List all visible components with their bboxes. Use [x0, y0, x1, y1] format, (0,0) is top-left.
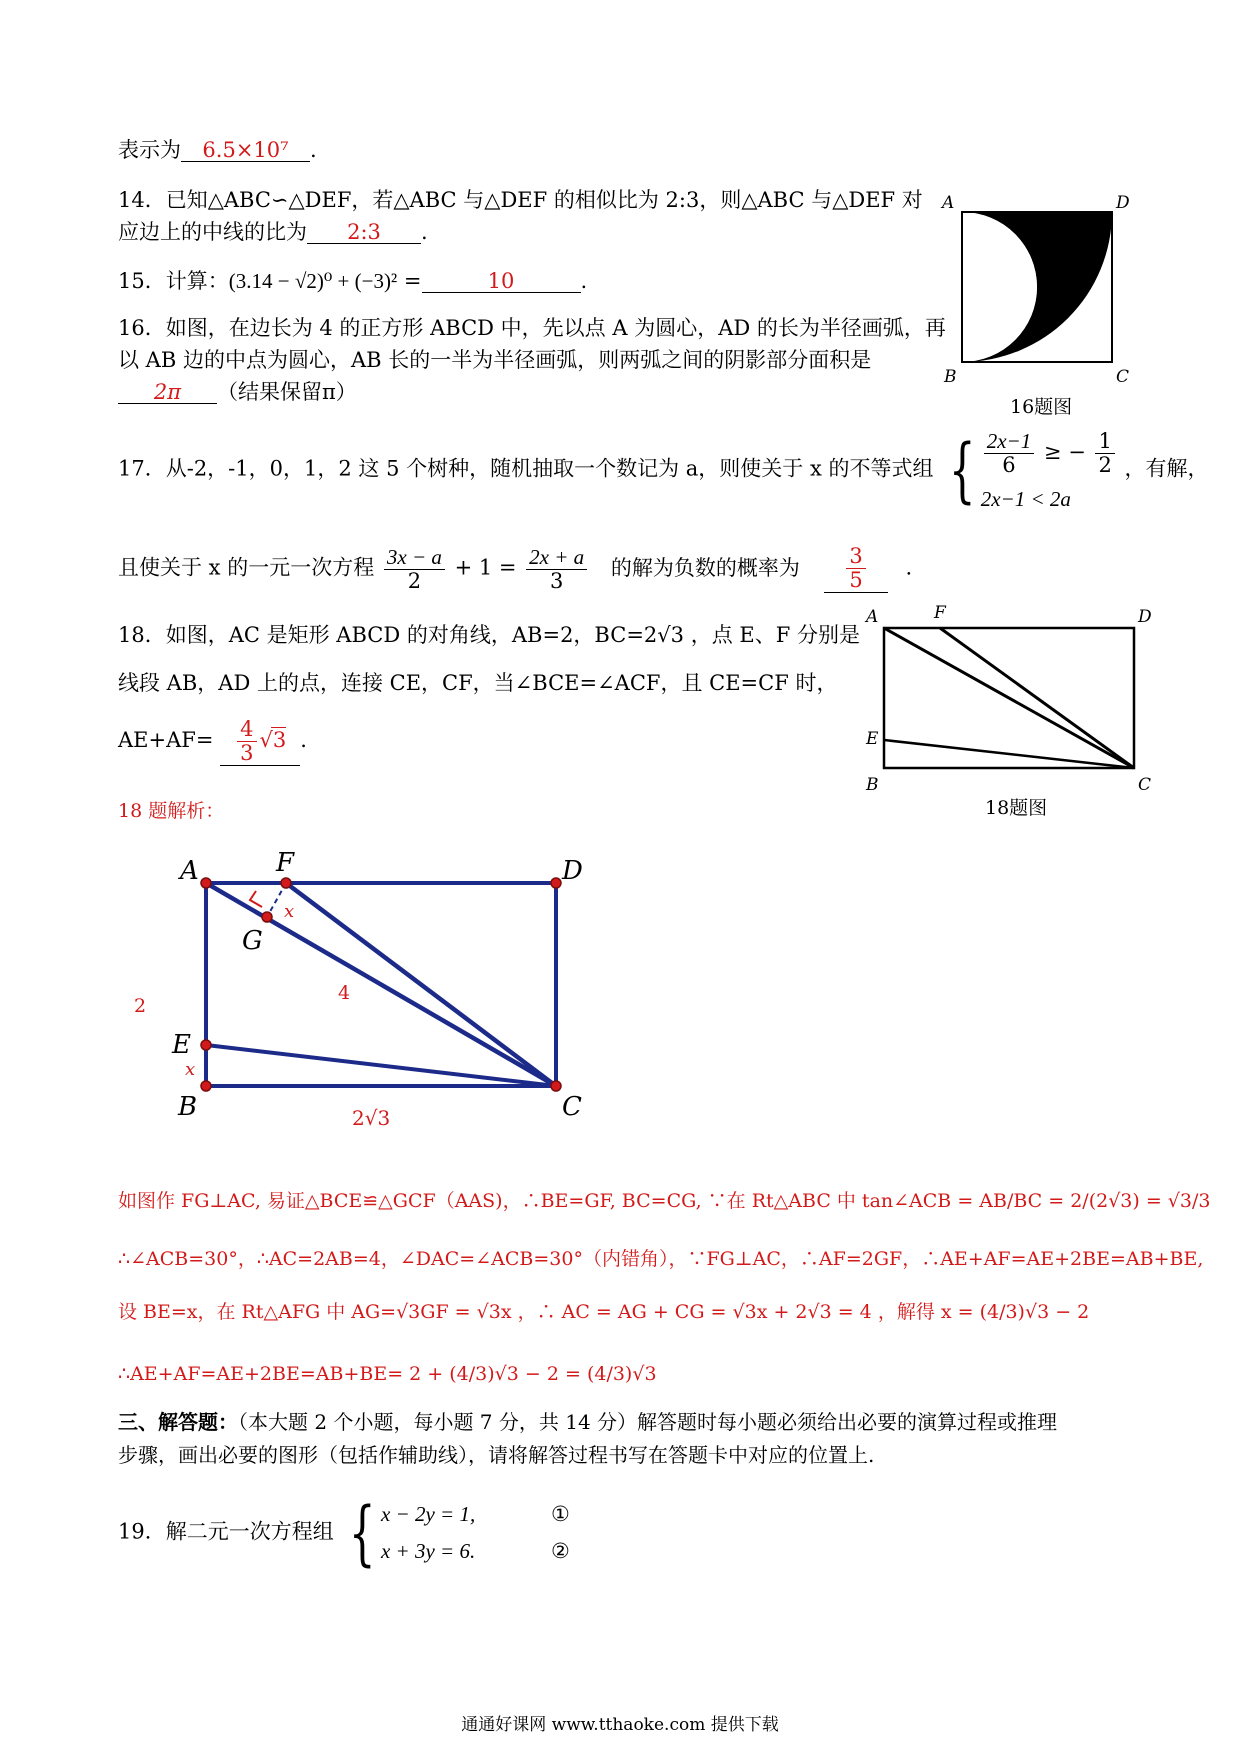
q19-eq1-mark: ①: [550, 1502, 570, 1526]
solution-figure: [120, 845, 600, 1135]
q18-line1: 18．如图，AC 是矩形 ABCD 的对角线，AB=2，BC=2√3 ，点 E、F 分别是: [118, 623, 860, 647]
fig18-label-d: D: [1138, 607, 1152, 627]
sol-line-ce: [206, 1045, 556, 1086]
q17-ineq2: 2x−1 < 2a: [980, 487, 1071, 512]
sol-point-a: [201, 878, 211, 888]
section3-line2: 步骤，画出必要的图形（包括作辅助线），请将解答过程书写在答题卡中对应的位置上.: [118, 1443, 875, 1467]
sol-line-cf: [286, 883, 556, 1086]
sol-label-x-top: x: [284, 901, 295, 922]
fig16-label-c: C: [1116, 367, 1130, 387]
q13-suffix: .: [310, 138, 317, 162]
sol-label-b: B: [178, 1092, 198, 1122]
fig18-label-a: A: [866, 607, 879, 627]
fig18-line-cf: [940, 628, 1134, 768]
q19-line: [118, 1492, 570, 1574]
fig18-line-ac: [884, 628, 1134, 768]
sol-point-b: [201, 1081, 211, 1091]
q18-answer-den: 3: [240, 741, 254, 766]
q17-answer-den: 5: [849, 568, 863, 593]
q17-ineq1-rhs-num: 1: [1095, 430, 1114, 454]
sol-label-x-left: x: [185, 1059, 196, 1080]
section3-title: 三、解答题：: [118, 1410, 238, 1434]
q18-line2: 线段 AB，AD 上的点，连接 CE，CF，当∠BCE=∠ACF，且 CE=CF 时，: [118, 671, 838, 695]
solution-heading: 18 题解析：: [118, 800, 225, 822]
q17-ineq1-rhs-den: 2: [1098, 453, 1112, 478]
q13-line: [118, 140, 317, 162]
fig16-label-b: B: [944, 367, 957, 387]
sol-label-c: C: [562, 1092, 582, 1122]
sol-label-2sqrt3: 2√3: [352, 1106, 391, 1130]
fig18-caption: 18题图: [985, 797, 1048, 819]
q19-eq2-mark: ②: [550, 1539, 570, 1563]
fig18-line-ce: [884, 740, 1134, 768]
q16-suffix: （结果保留π）: [217, 380, 357, 404]
q17-prefix: 17．从-2，-1，0，1，2 这 5 个树种，随机抽取一个数记为 a，则使关于 x 的不等式组: [118, 456, 934, 481]
q14-line1: 14．已知△ABC∽△DEF，若△ABC 与△DEF 的相似比为 2:3，则△ABC 与△DEF 对: [118, 188, 923, 212]
q17-line1: [118, 430, 1209, 510]
sol-label-a: A: [180, 856, 199, 886]
q19-eq2-row: [381, 1541, 570, 1562]
q19-brace: {: [349, 1492, 377, 1574]
q13-prefix: 表示为: [118, 138, 181, 162]
q16-line3: [118, 382, 357, 404]
q13-answer: 6.5×10⁷: [181, 140, 310, 162]
q17-eq-plus: + 1 =: [454, 555, 517, 580]
sol-point-d: [551, 878, 561, 888]
q17-brace: {: [949, 429, 976, 512]
sol-label-e: E: [172, 1030, 191, 1060]
q15-prefix: 15．计算：: [118, 269, 229, 293]
q19-eq1-row: [381, 1504, 570, 1525]
q17-eq-rhs-den: 3: [549, 568, 564, 593]
fig18-label-b: B: [866, 775, 879, 795]
q17-eq-lhs-den: 2: [407, 568, 422, 593]
q15-equals: =: [403, 269, 422, 293]
q17-ineq1-num: 2x−1: [984, 430, 1035, 454]
sol-point-c: [551, 1081, 561, 1091]
fig18-label-f: F: [934, 603, 946, 623]
q15-line: [118, 271, 587, 293]
q17-suffix2: .: [905, 555, 913, 580]
q17-ineq1-rel: ≥ −: [1043, 440, 1086, 465]
q19-prefix: 19．解二元一次方程组: [118, 1519, 334, 1544]
q17-eq-rhs-num: 2x + a: [526, 546, 587, 570]
fig18-label-c: C: [1138, 775, 1152, 795]
q18-answer-root: 3: [272, 728, 287, 753]
q14-suffix: .: [421, 220, 428, 244]
sol-point-e: [201, 1040, 211, 1050]
solution-line4: ∴AE+AF=AE+2BE=AB+BE= 2 + (4/3)√3 − 2 = (4/3)√3: [118, 1363, 657, 1385]
q18-suffix: .: [300, 728, 307, 753]
q18-prefix: AE+AF=: [118, 728, 214, 753]
sol-label-g: G: [242, 926, 263, 956]
q17-answer: [807, 545, 906, 593]
footer: 通通好课网 www.tthaoke.com 提供下载: [461, 1715, 779, 1735]
q15-answer: 10: [422, 271, 581, 293]
q14-line2: [118, 222, 428, 244]
sol-point-f: [281, 878, 291, 888]
solution-line2: ∴∠ACB=30°，∴AC=2AB=4，∠DAC=∠ACB=30°（内错角），∵FG⊥AC，∴AF=2GF，∴AE+AF=AE+2BE=AB+BE,: [118, 1248, 1204, 1270]
q18-line3: [118, 718, 307, 766]
q17-mid: 的解为负数的概率为: [610, 555, 800, 580]
fig18-label-e: E: [866, 729, 879, 749]
q17-ineq1-den: 6: [1002, 453, 1016, 478]
sol-label-4: 4: [338, 982, 351, 1004]
figure-18: [860, 600, 1160, 815]
q18-answer: $\frac{4}{3}$ √3: [220, 718, 300, 766]
q14-prefix: 应边上的中线的比为: [118, 220, 307, 244]
q17-line2: [118, 545, 912, 593]
q17-ineq1: [981, 430, 1118, 477]
q17-eq-lhs-num: 3x − a: [384, 546, 445, 570]
q17-inequality-system: [940, 430, 1118, 510]
q19-eq1: x − 2y = 1,: [380, 1502, 476, 1526]
q17-prefix2: 且使关于 x 的一元一次方程: [118, 555, 375, 580]
solution-line3: 设 BE=x，在 Rt△AFG 中 AG=√3GF = √3x ，∴ AC = AG + CG = √3x + 2√3 = 4 ，解得 x = (4/3)√3 − 2: [118, 1301, 1090, 1323]
q16-answer: 2π: [118, 382, 217, 404]
section3-line1: [118, 1412, 1057, 1432]
q17-answer-num: 3: [846, 545, 865, 569]
q16-line1: 16．如图，在边长为 4 的正方形 ABCD 中，先以点 A 为圆心，AD 的长为半径画弧，再: [118, 316, 946, 340]
q18-answer-num: 4: [237, 718, 256, 742]
q16-line2: 以 AB 边的中点为圆心，AB 长的一半为半径画弧，则两弧之间的阴影部分面积是: [118, 348, 872, 372]
q19-equation-system: [340, 1492, 570, 1574]
fig16-label-a: A: [942, 193, 955, 213]
sol-label-2: 2: [134, 995, 147, 1017]
q15-suffix: .: [580, 269, 588, 293]
q19-eq2: x + 3y = 6.: [380, 1539, 476, 1563]
q14-answer: 2:3: [307, 222, 421, 244]
section3-text1: （本大题 2 个小题，每小题 7 分，共 14 分）解答题时每小题必须给出必要的演算过程或推理: [238, 1410, 1058, 1434]
sol-right-angle-mark: [250, 891, 262, 907]
sol-label-f: F: [276, 848, 295, 878]
fig16-caption: 16题图: [1010, 396, 1073, 418]
figure-16: [940, 190, 1130, 390]
q15-expression: (3.14 − √2)⁰ + (−3)²: [228, 269, 398, 293]
sol-point-g: [262, 912, 272, 922]
q17-suffix1: ，有解，: [1124, 456, 1209, 481]
sol-label-d: D: [562, 856, 583, 886]
sol-line-ac: [206, 883, 556, 1086]
fig16-label-d: D: [1116, 193, 1130, 213]
solution-line1: 如图作 FG⊥AC, 易证△BCE≌△GCF（AAS)，∴BE=GF, BC=CG, ∵在 Rt△ABC 中 tan∠ACB = AB/BC = 2/(2√3) = √3/3: [118, 1190, 1211, 1212]
